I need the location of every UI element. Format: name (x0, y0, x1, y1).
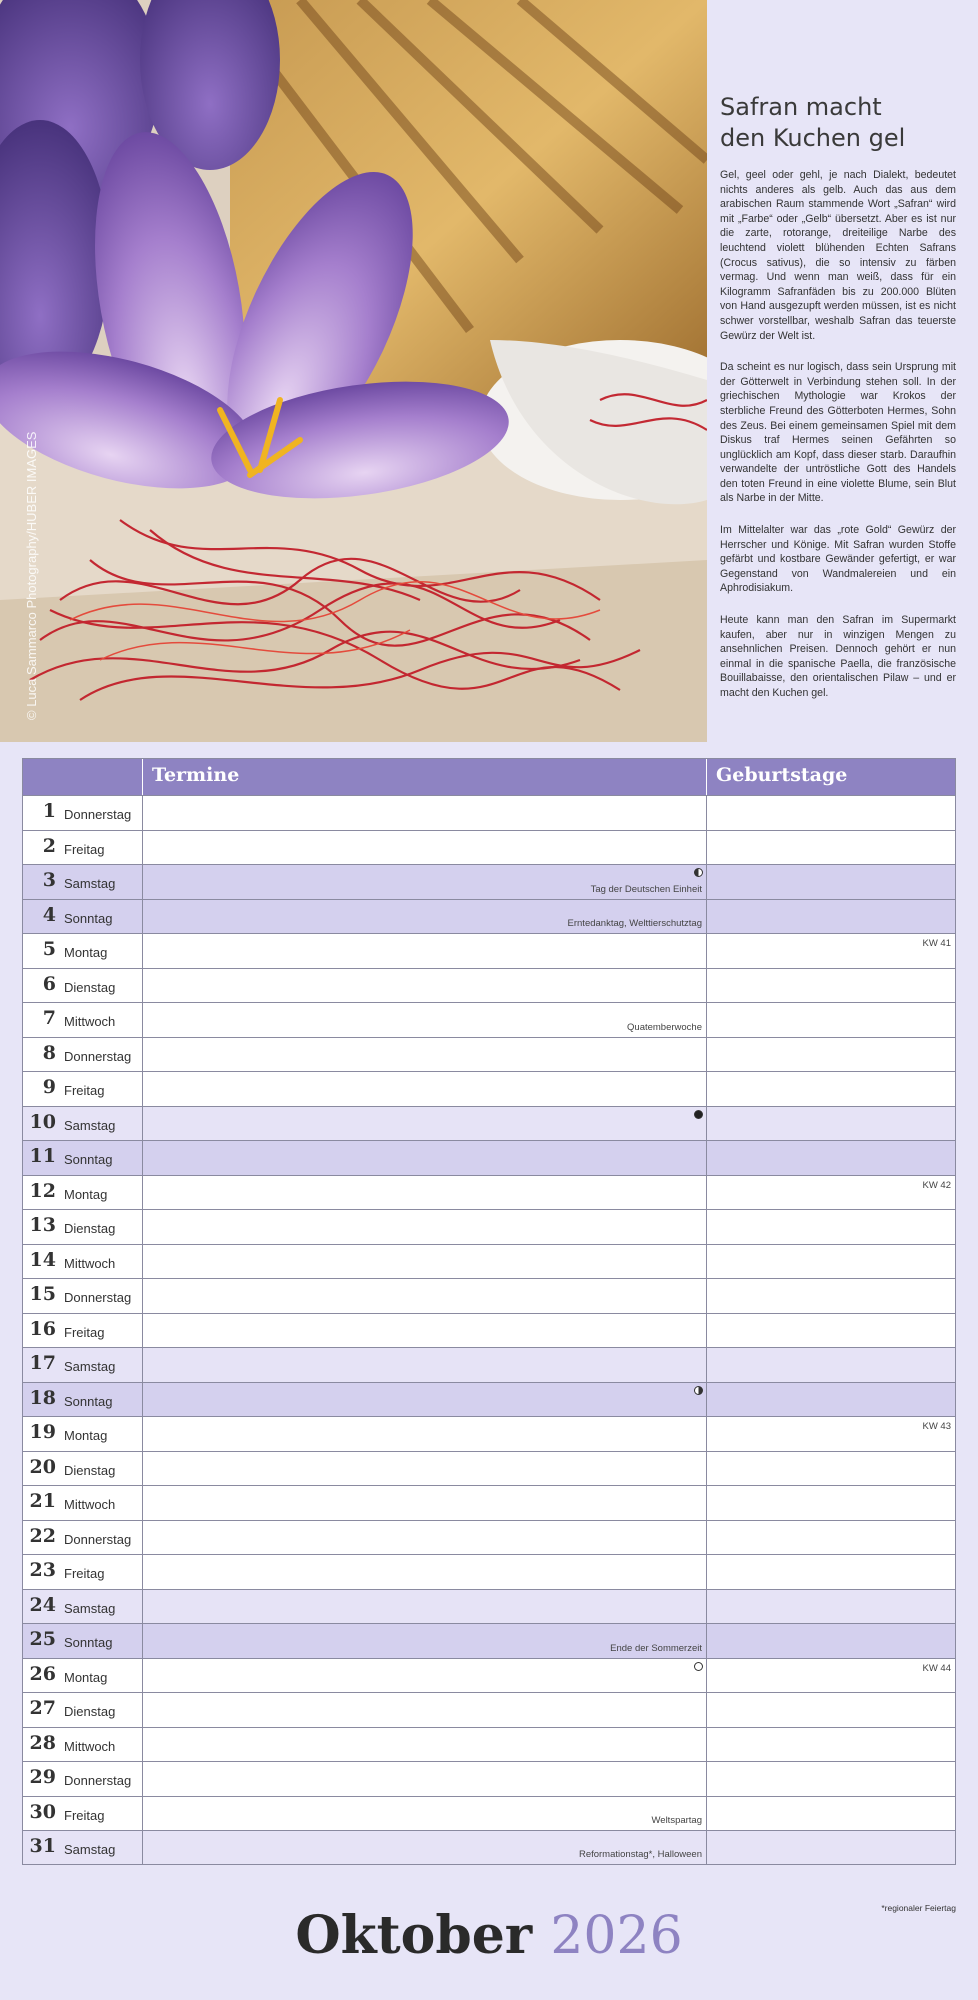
geburtstage-cell[interactable] (706, 1141, 955, 1175)
termine-cell[interactable] (142, 1141, 706, 1175)
day-number: 2 (42, 834, 56, 857)
day-cell (23, 1486, 142, 1520)
weekday-name: Samstag (64, 1117, 116, 1133)
weekday-name: Dienstag (64, 979, 116, 995)
weekday-name: Dienstag (64, 1462, 116, 1478)
holiday-label: Quatemberwoche (627, 1021, 702, 1033)
calendar-row (23, 1037, 955, 1072)
weekday-name: Freitag (64, 1083, 105, 1098)
photo-credit: © Luca Sammarco Photography/HUBER IMAGES (24, 431, 39, 720)
weekday-name: Mittwoch (64, 1255, 116, 1271)
geburtstage-cell[interactable] (706, 1003, 955, 1037)
geburtstage-cell[interactable] (706, 1038, 955, 1072)
article (720, 92, 956, 718)
day-number: 1 (42, 800, 56, 822)
termine-cell[interactable] (142, 1279, 706, 1313)
day-number: 30 (29, 1800, 56, 1823)
holiday-label: Ende der Sommerzeit (610, 1642, 702, 1654)
calendar-row (23, 1485, 955, 1520)
geburtstage-cell[interactable] (706, 1417, 955, 1451)
calendar-row (23, 1589, 955, 1624)
geburtstage-cell[interactable] (706, 1590, 955, 1624)
day-cell (23, 796, 142, 830)
day-number: 23 (29, 1559, 56, 1581)
weekday-name: Freitag (64, 1566, 105, 1581)
geburtstage-cell[interactable] (706, 1072, 955, 1106)
day-cell (23, 1348, 142, 1382)
geburtstage-cell[interactable] (706, 969, 955, 1003)
calendar-rows (22, 795, 956, 1865)
termine-cell[interactable] (142, 1624, 706, 1658)
geburtstage-cell[interactable] (706, 1452, 955, 1486)
day-cell (23, 1141, 142, 1175)
geburtstage-cell[interactable] (706, 1348, 955, 1382)
geburtstage-cell[interactable] (706, 1176, 955, 1210)
calendar-row (23, 968, 955, 1003)
termine-cell[interactable] (142, 1486, 706, 1520)
weekday-name: Freitag (64, 1807, 105, 1823)
holiday-label: Weltspartag (651, 1815, 702, 1826)
termine-cell[interactable] (142, 1348, 706, 1382)
day-cell (23, 1279, 142, 1313)
day-number: 11 (29, 1145, 56, 1167)
month-name: Oktober (295, 1905, 533, 1966)
weekday-name: Samstag (64, 1842, 116, 1857)
day-cell (23, 1210, 142, 1244)
weekday-name: Freitag (64, 1324, 105, 1340)
calendar-row (23, 1244, 955, 1279)
weekday-name: Montag (64, 1186, 108, 1202)
saffron-illustration (0, 0, 707, 742)
day-number: 12 (29, 1179, 56, 1202)
day-cell (23, 1693, 142, 1727)
weekday-name: Freitag (64, 841, 105, 857)
calendar-row (23, 830, 955, 865)
calendar-week-label: KW 42 (922, 1179, 951, 1191)
calendar-row (23, 1692, 955, 1727)
geburtstage-cell[interactable] (706, 1693, 955, 1727)
geburtstage-cell[interactable] (706, 1555, 955, 1589)
calendar-row (23, 1140, 955, 1175)
article-title-line1: Safran macht (720, 93, 882, 121)
day-number: 17 (29, 1352, 56, 1374)
termine-cell[interactable] (142, 1107, 706, 1141)
termine-cell[interactable] (142, 1038, 706, 1072)
weekday-name: Donnerstag (64, 807, 132, 822)
calendar-row (23, 1761, 955, 1796)
moon-phase-new-icon (694, 1110, 703, 1119)
weekday-name: Samstag (64, 1359, 116, 1374)
day-number: 24 (29, 1593, 56, 1616)
weekday-name: Sonntag (64, 910, 113, 926)
day-cell (23, 1176, 142, 1210)
calendar-row (23, 1278, 955, 1313)
termine-cell[interactable] (142, 831, 706, 865)
termine-cell[interactable] (142, 1003, 706, 1037)
day-cell (23, 1245, 142, 1279)
geburtstage-cell[interactable] (706, 865, 955, 899)
geburtstage-cell[interactable] (706, 1107, 955, 1141)
geburtstage-cell[interactable] (706, 1279, 955, 1313)
geburtstage-cell[interactable] (706, 1383, 955, 1417)
termine-cell[interactable] (142, 1831, 706, 1864)
day-cell (23, 1452, 142, 1486)
geburtstage-cell[interactable] (706, 934, 955, 968)
termine-cell[interactable] (142, 865, 706, 899)
moon-phase-full-icon (694, 1662, 703, 1671)
day-number: 31 (29, 1835, 56, 1857)
day-cell (23, 969, 142, 1003)
termine-cell[interactable] (142, 1590, 706, 1624)
calendar-row (23, 933, 955, 968)
day-number: 16 (29, 1317, 56, 1340)
calendar-row (23, 1796, 955, 1831)
termine-cell[interactable] (142, 1314, 706, 1348)
geburtstage-cell[interactable] (706, 796, 955, 830)
termine-cell[interactable] (142, 1797, 706, 1831)
day-cell (23, 900, 142, 934)
day-number: 27 (29, 1697, 56, 1719)
calendar-row (23, 1658, 955, 1693)
geburtstage-cell[interactable] (706, 1314, 955, 1348)
geburtstage-cell[interactable] (706, 1659, 955, 1693)
holiday-label: Erntedanktag, Welttierschutztag (567, 918, 702, 929)
day-number: 4 (42, 903, 56, 926)
calendar-row (23, 899, 955, 934)
day-number: 8 (42, 1041, 56, 1064)
day-cell (23, 865, 142, 899)
day-cell (23, 1038, 142, 1072)
weekday-name: Montag (64, 945, 108, 960)
header-geburtstage: Geburtstage (716, 764, 848, 786)
article-paragraph: Im Mittelalter war das „rote Gold“ Gewürz der Herrscher und Könige. Mit Safran wurden Stoffe gefärbt und kostbare Gewänder gefertigt, er war Gegenstand von Wandmalereien und ein Aphrodisiakum. (720, 524, 956, 595)
geburtstage-cell[interactable] (706, 1797, 955, 1831)
saffron-photo (0, 0, 707, 742)
footnote: *regionaler Feiertag (881, 1903, 956, 1913)
weekday-name: Donnerstag (64, 1290, 132, 1305)
day-cell (23, 1003, 142, 1037)
day-number: 18 (29, 1386, 56, 1409)
day-cell (23, 1521, 142, 1555)
weekday-name: Donnerstag (64, 1773, 132, 1788)
geburtstage-cell[interactable] (706, 900, 955, 934)
termine-cell[interactable] (142, 969, 706, 1003)
day-number: 6 (42, 972, 56, 995)
calendar-week-label: KW 44 (922, 1662, 951, 1674)
article-paragraph: Gel, geel oder gehl, je nach Dialekt, bedeutet nichts anderes als gelb. Auch das aus dem arabischen Raum stammende Wort „Safran“ wird mit „Farbe“ oder „Gelb“ übersetzt. Aber es ist nur die zarte, rotorange, dreiteilige Narbe des leuchtend violett blühenden Echten Safrans (Crocus sativus), die so intensiv zu färben vermag. Und wenn man weiß, dass für ein Kilogramm Safranfäden bis zu 200.000 Blüten von Hand ausgezupft werden müssen, ist es nicht schwer vorstellbar, weshalb Safran das teuerste Gewürz der Welt ist. (720, 169, 956, 342)
geburtstage-cell[interactable] (706, 1210, 955, 1244)
calendar-header (22, 758, 956, 795)
calendar-row (23, 864, 955, 899)
day-number: 20 (29, 1455, 56, 1478)
calendar-week-label: KW 41 (922, 938, 951, 949)
calendar-row (23, 1520, 955, 1555)
weekday-name: Montag (64, 1428, 108, 1443)
article-paragraph: Da scheint es nur logisch, dass sein Ursprung mit der Götterwelt in Verbindung stehen soll. In der griechischen Mythologie war Krokos der sterbliche Freund des Götterboten Hermes, Sohn des Zeus. Bei einem gemeinsamen Spiel mit dem Diskus traf Hermes seinen Gefährten so unglücklich am Kopf, dass dieser starb. Daraufhin verwandelte der untröstliche Gott des Handels den toten Freund in eine violette Blume, sein Blut als Narbe in der Mitte. (720, 361, 956, 505)
weekday-name: Sonntag (64, 1152, 113, 1167)
termine-cell[interactable] (142, 796, 706, 830)
holiday-label: Reformationstag*, Halloween (578, 1848, 702, 1860)
termine-cell[interactable] (142, 1176, 706, 1210)
calendar-row (23, 795, 955, 830)
calendar-table (22, 758, 956, 1865)
calendar-row (23, 1002, 955, 1037)
day-number: 28 (29, 1731, 56, 1754)
calendar-row (23, 1209, 955, 1244)
termine-cell[interactable] (142, 1693, 706, 1727)
geburtstage-cell[interactable] (706, 1831, 955, 1864)
article-title-line2: den Kuchen gel (720, 124, 906, 152)
termine-cell[interactable] (142, 1452, 706, 1486)
weekday-name: Samstag (64, 876, 116, 891)
termine-cell[interactable] (142, 1072, 706, 1106)
weekday-name: Donnerstag (64, 1048, 132, 1064)
day-number: 22 (29, 1524, 56, 1547)
calendar-row (23, 1727, 955, 1762)
article-paragraph: Heute kann man den Safran im Supermarkt kaufen, aber nur in winzigen Mengen zu ansehnlichen Preisen. Dennoch gehört er nun einmal in die spanische Paella, die französische Bouillabaisse, den orientalischen Pilaw – und er macht den Kuchen gel. (720, 614, 956, 699)
day-cell (23, 1659, 142, 1693)
header-termine: Termine (152, 764, 240, 786)
termine-cell[interactable] (142, 1383, 706, 1417)
termine-cell[interactable] (142, 1245, 706, 1279)
day-number: 10 (29, 1110, 56, 1133)
day-number: 7 (42, 1007, 56, 1029)
termine-cell[interactable] (142, 934, 706, 968)
geburtstage-cell[interactable] (706, 1245, 955, 1279)
day-cell (23, 1590, 142, 1624)
day-cell (23, 1555, 142, 1589)
calendar-week-label: KW 43 (922, 1421, 951, 1432)
weekday-name: Samstag (64, 1600, 116, 1616)
termine-cell[interactable] (142, 1521, 706, 1555)
geburtstage-cell[interactable] (706, 1486, 955, 1520)
termine-cell[interactable] (142, 1555, 706, 1589)
month-title (0, 1906, 978, 1966)
calendar-row (23, 1830, 955, 1865)
geburtstage-cell[interactable] (706, 1762, 955, 1796)
calendar-row (23, 1416, 955, 1451)
weekday-name: Sonntag (64, 1635, 113, 1650)
termine-cell[interactable] (142, 1659, 706, 1693)
day-number: 15 (29, 1283, 56, 1305)
day-cell (23, 1072, 142, 1106)
calendar-row (23, 1451, 955, 1486)
day-number: 21 (29, 1490, 56, 1512)
weekday-name: Dienstag (64, 1704, 116, 1719)
weekday-name: Montag (64, 1669, 108, 1685)
day-cell (23, 1107, 142, 1141)
calendar-row (23, 1313, 955, 1348)
termine-cell[interactable] (142, 1417, 706, 1451)
day-cell (23, 1624, 142, 1658)
calendar-row (23, 1071, 955, 1106)
holiday-label: Tag der Deutschen Einheit (590, 883, 702, 895)
day-cell (23, 1831, 142, 1864)
geburtstage-cell[interactable] (706, 831, 955, 865)
calendar-row (23, 1554, 955, 1589)
termine-cell[interactable] (142, 1728, 706, 1762)
article-title (720, 92, 956, 154)
day-number: 9 (42, 1076, 56, 1098)
termine-cell[interactable] (142, 900, 706, 934)
calendar-row (23, 1623, 955, 1658)
weekday-name: Mittwoch (64, 1014, 116, 1029)
day-number: 26 (29, 1662, 56, 1685)
calendar-row (23, 1347, 955, 1382)
day-number: 19 (29, 1421, 56, 1443)
calendar-row (23, 1175, 955, 1210)
header-divider (706, 759, 707, 795)
day-cell (23, 1417, 142, 1451)
day-cell (23, 934, 142, 968)
moon-phase-first-icon (694, 1386, 703, 1395)
weekday-name: Dienstag (64, 1221, 116, 1236)
termine-cell[interactable] (142, 1210, 706, 1244)
header-divider (142, 759, 143, 795)
day-number: 14 (29, 1248, 56, 1271)
day-cell (23, 1383, 142, 1417)
day-cell (23, 1314, 142, 1348)
day-cell (23, 1762, 142, 1796)
moon-phase-last-icon (694, 868, 703, 877)
day-number: 25 (29, 1628, 56, 1650)
weekday-name: Sonntag (64, 1393, 113, 1409)
geburtstage-cell[interactable] (706, 1624, 955, 1658)
termine-cell[interactable] (142, 1762, 706, 1796)
day-cell (23, 831, 142, 865)
month-year: 2026 (550, 1906, 683, 1966)
weekday-name: Donnerstag (64, 1531, 132, 1547)
day-number: 5 (42, 938, 56, 960)
calendar-row (23, 1106, 955, 1141)
calendar-row (23, 1382, 955, 1417)
geburtstage-cell[interactable] (706, 1521, 955, 1555)
day-number: 13 (29, 1214, 56, 1236)
day-cell (23, 1728, 142, 1762)
day-cell (23, 1797, 142, 1831)
weekday-name: Mittwoch (64, 1738, 116, 1754)
day-number: 3 (42, 869, 56, 891)
day-number: 29 (29, 1766, 56, 1788)
weekday-name: Mittwoch (64, 1497, 116, 1512)
geburtstage-cell[interactable] (706, 1728, 955, 1762)
